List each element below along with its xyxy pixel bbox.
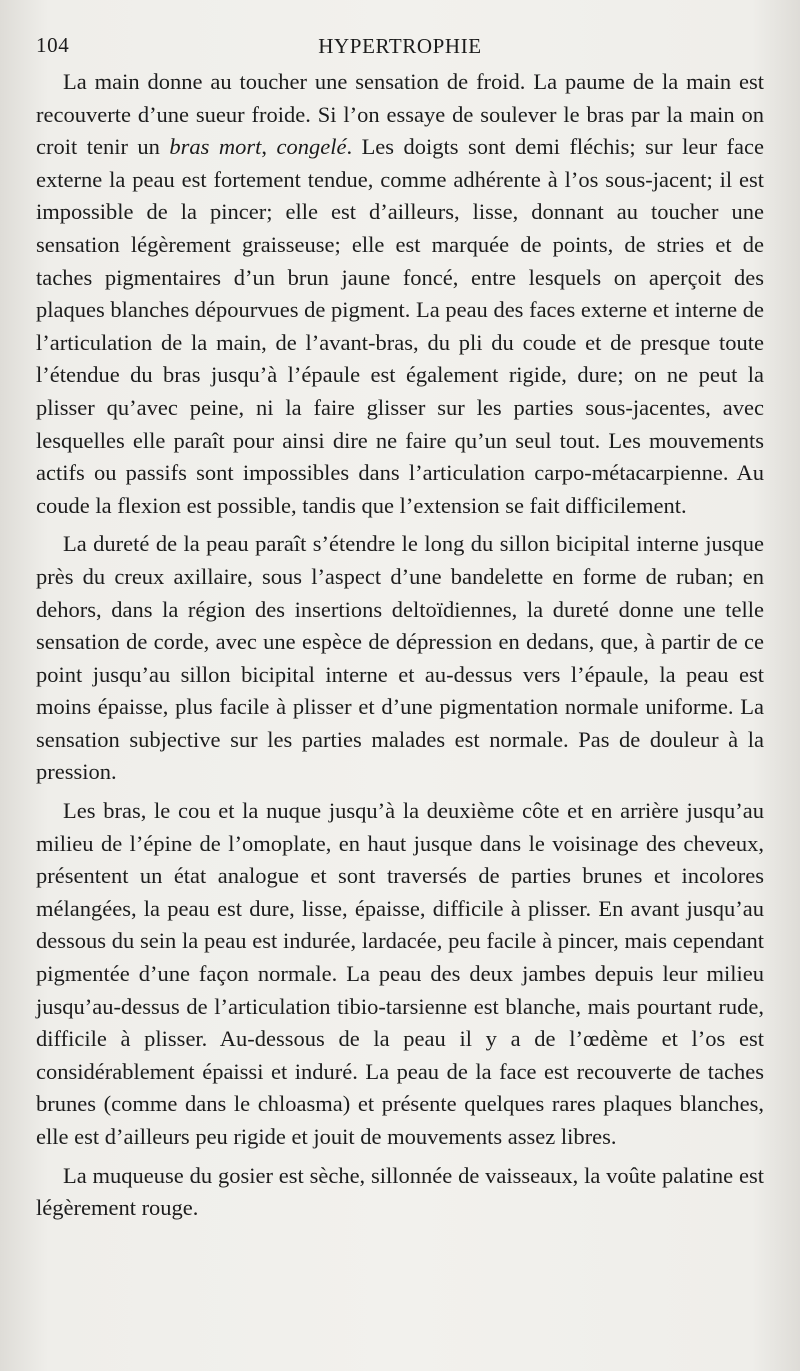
- paragraph-1: [36, 66, 764, 522]
- text-run: Les bras, le cou et la nuque jusqu’à la deuxième côte et en arrière jusqu’au milieu de l’épine de l’omoplate, en haut jusque dans le voisinage des cheveux, présentent un état analogue et sont traversés de parties brunes et incolores mélangées, la peau est dure, lisse, épaisse, difficile à plisser. En avant jusqu’au dessous du sein la peau est indurée, lardacée, peu facile à pincer, mais cependant pigmentée d’une façon normale. La peau des deux jambes depuis leur milieu jusqu’au-dessus de l’articulation tibio-tarsienne est blanche, mais pourtant rude, difficile à plisser. Au-dessous de la peau il y a de l’œdème et l’os est considérablement épaissi et induré. La peau de la face est recouverte de taches brunes (comme dans le chloasma) et présente quelques rares plaques blanches, elle est d’ailleurs peu rigide et jouit de mouvements assez libres.: [36, 798, 764, 1149]
- running-title: HYPERTROPHIE: [318, 33, 482, 58]
- text-run: La muqueuse du gosier est sèche, sillonnée de vaisseaux, la voûte palatine est légèrement rouge.: [36, 1162, 764, 1221]
- paragraph-4: [36, 1160, 764, 1225]
- page-body: [36, 66, 764, 1231]
- paragraph-2: [36, 528, 764, 789]
- italic-text: bras mort: [169, 134, 262, 160]
- text-run: La dureté de la peau paraît s’étendre le long du sillon bicipital interne jusque près du creux axillaire, sous l’aspect d’une bandelette en forme de ruban; en dehors, dans la région des insertions deltoïdiennes, la dureté donne une telle sensation de corde, avec une espèce de dépression en dedans, que, à partir de ce point jusqu’au sillon bicipital interne et au-dessus vers l’épaule, la peau est moins épaisse, plus facile à plisser et d’une pigmentation normale uniforme. La sensation subjective sur les parties malades est normale. Pas de douleur à la pression.: [36, 531, 764, 785]
- page-header: [36, 32, 764, 60]
- page-number: 104: [36, 33, 70, 57]
- text-run: ,: [261, 134, 277, 160]
- text-run: La main donne au toucher une sensation de froid. La paume de la main est recouverte d’une sueur froide. Si l’on essaye de soulever le bras par la main on croit tenir un: [36, 69, 764, 160]
- text-run: . Les doigts sont demi fléchis; sur leur face externe la peau est fortement tendue, comme adhérente à l’os sous-jacent; il est impossible de la pincer; elle est d’ailleurs, lisse, donnant au toucher une sensation légèrement graisseuse; elle est marquée de points, de stries et de taches pigmentaires d’un brun jaune foncé, entre lesquels on aperçoit des plaques blanches dépourvues de pigment. La peau des faces externe et interne de l’articulation de la main, de l’avant-bras, du pli du coude et de presque toute l’étendue du bras jusqu’à l’épaule est également rigide, dure; on ne peut la plisser qu’avec peine, ni la faire glisser sur les parties sous-jacentes, avec lesquelles elle paraît pour ainsi dire ne faire qu’un seul tout. Les mouvements actifs ou passifs sont impossibles dans l’articulation carpo-métacarpienne. Au coude la flexion est possible, tandis que l’extension se fait difficilement.: [36, 134, 765, 518]
- paragraph-3: [36, 795, 764, 1154]
- italic-text: congelé: [276, 134, 347, 160]
